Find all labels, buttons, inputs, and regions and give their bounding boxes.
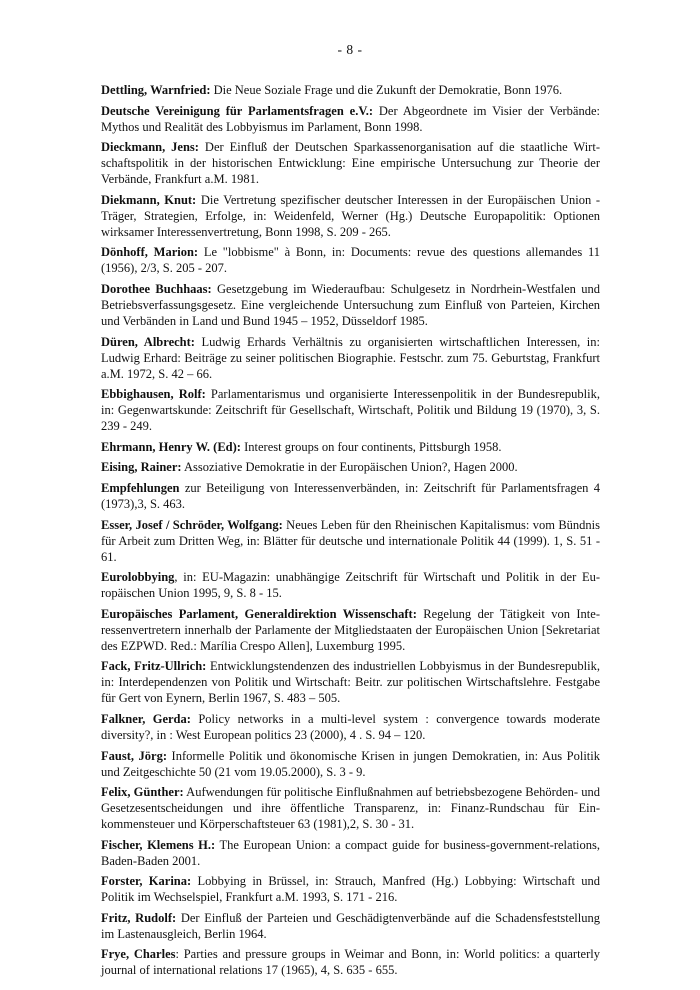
entry-author: Dönhoff, Marion: — [101, 245, 199, 260]
entry-text: The European Union: a compact guide for business-government-relations, Baden-Baden 2001. — [101, 837, 600, 868]
entry-text: Aufwendungen für politische Einflußnahmen auf betriebsbezogene Behörden- und Gesetzesentscheidungen und ihre öffentliche Transparenz, in: Finanz-Rundschau für Einkommensteuer und Körperschaftsteuer 63 (1981),2, S. 30 - 31. — [101, 785, 600, 832]
entry-text: Assoziative Demokratie in der Europäischen Union?, Hagen 2000. — [181, 460, 518, 475]
bibliography-entry — [101, 658, 600, 706]
bibliography-entry — [101, 480, 600, 512]
entry-author: Eurolobbying — [101, 570, 175, 585]
bibliography-entry — [101, 517, 600, 565]
bibliography-entry — [101, 784, 600, 832]
entry-text: Der Einfluß der Deutschen Sparkassenorganisation auf die staatliche Wirtschaftspolitik in der historischen Entwicklung: Eine empirische Untersuchung zur Theorie der Verbände, Frankfurt a.M. 1981. — [101, 140, 600, 187]
entry-text: Die Vertretung spezifischer deutscher Interessen in der Europäischen Union - Träger, Strategien, Erfolge, in: Weidenfeld, Werner (Hg.) Deutsche Europapolitik: Optionen wirksamer Interessenvertretung, Bonn 1998, S. 209 - 265. — [101, 192, 600, 239]
entry-text: Policy networks in a multi-level system : convergence towards moderate diversity?, in : West European politics 23 (2000), 4 . S. 94 – 120. — [101, 711, 600, 742]
bibliography-entry — [101, 837, 600, 869]
bibliography-entry — [101, 386, 600, 434]
entry-author: Diekmann, Knut: — [101, 192, 197, 207]
entry-author: Frye, Charles — [101, 947, 176, 962]
entry-author: Ehrmann, Henry W. (Ed): — [101, 439, 241, 454]
entry-text: Die Neue Soziale Frage und die Zukunft der Demokratie, Bonn 1976. — [210, 83, 563, 97]
entry-author: Esser, Josef / Schröder, Wolfgang: — [101, 517, 283, 532]
entry-author: Fritz, Rudolf: — [101, 910, 177, 925]
page-number: - 8 - — [337, 42, 363, 57]
entry-text: Regelung der Tätigkeit von Interessenvertretern innerhalb der Parlamente der Mitgliedstaaten der Europäischen Union [Sekretariat des EZPWD. Red.: Marília Crespo Allen], Luxemburg 1995. — [101, 606, 600, 653]
bibliography-entry — [101, 910, 600, 942]
entry-author: Europäisches Parlament, Generaldirektion Wissenschaft: — [101, 606, 417, 621]
entry-author: Eising, Rainer: — [101, 460, 182, 475]
bibliography-entry — [101, 334, 600, 382]
entry-author: Felix, Günther: — [101, 785, 184, 800]
entry-author: Faust, Jörg: — [101, 748, 167, 763]
entry-text: Entwicklungstendenzen des industriellen Lobbyismus in der Bundesrepublik, in: Interdependenzen von Politik und Wirtschaft: Beitr. zur politischen Wirtschaftslehre. Festgabe für Gert von Eynern, Berlin 1967, S. 483 – 505. — [101, 659, 600, 706]
bibliography-entry — [101, 82, 600, 98]
entry-text: Gesetzgebung im Wiederaufbau: Schulgesetz in Nordrhein-Westfalen und Betriebsverfassungsgesetz. Eine vergleichende Untersuchung zum Einfluß von Parteien, Kirchen und Verbänden in Land und Bund 1945 – 1952, Düsseldorf 1985. — [101, 281, 600, 328]
entry-text: : Parties and pressure groups in Weimar and Bonn, in: World politics: a quarterly journal of international relations 17 (1965), 4, S. 635 - 655. — [101, 947, 600, 978]
entry-text: , in: EU-Magazin: unabhängige Zeitschrift für Wirtschaft und Politik in der Europäischen Union 1995, 9, S. 8 - 15. — [101, 570, 600, 601]
entry-author: Dettling, Warnfried: — [101, 83, 211, 97]
entry-text: zur Beteiligung von Interessenverbänden, in: Zeitschrift für Parlamentsfragen 4 (1973),3, S. 463. — [101, 480, 600, 511]
bibliography-entry — [101, 946, 600, 978]
entry-text: Der Abgeordnete im Visier der Verbände: Mythos und Realität des Lobbyismus im Parlament, Bonn 1998. — [101, 103, 600, 134]
bibliography-entry — [101, 711, 600, 743]
entry-text: Ludwig Erhards Verhältnis zu organisierten wirtschaftlichen Interessen, in: Ludwig Erhard: Beiträge zu seiner politischen Biographie. Festschr. zum 75. Geburtstag, Frankfurt a.M. 1972, S. 42 – 66. — [101, 334, 600, 381]
entry-text: Le "lobbisme" à Bonn, in: Documents: revue des questions allemandes 11 (1956), 2/3, S. 205 - 207. — [101, 245, 600, 276]
entry-author: Dorothee Buchhaas: — [101, 281, 212, 296]
bibliography-entry — [101, 873, 600, 905]
bibliography-entry — [101, 569, 600, 601]
entry-author: Empfehlungen — [101, 480, 180, 495]
bibliography-entry — [101, 244, 600, 276]
bibliography-entry — [101, 192, 600, 240]
bibliography-entry — [101, 103, 600, 135]
entry-author: Düren, Albrecht: — [101, 334, 195, 349]
bibliography-entry — [101, 139, 600, 187]
entry-author: Fischer, Klemens H.: — [101, 837, 216, 852]
bibliography-entry — [101, 439, 600, 455]
bibliography-entry — [101, 459, 600, 475]
bibliography-entry — [101, 281, 600, 329]
entry-text: Interest groups on four continents, Pittsburgh 1958. — [240, 439, 502, 454]
bibliography-list — [101, 82, 600, 983]
entry-text: Der Einfluß der Parteien und Geschädigtenverbände auf die Schadensfeststellung im Lastenausgleich, Berlin 1964. — [101, 910, 600, 941]
bibliography-entry — [101, 748, 600, 780]
entry-author: Falkner, Gerda: — [101, 711, 191, 726]
entry-author: Fack, Fritz-Ullrich: — [101, 659, 207, 674]
entry-text: Lobbying in Brüssel, in: Strauch, Manfred (Hg.) Lobbying: Wirtschaft und Politik im Wechselspiel, Frankfurt a.M. 1993, S. 171 - 216. — [101, 874, 600, 905]
entry-author: Forster, Karina: — [101, 874, 192, 889]
entry-author: Deutsche Vereinigung für Parlamentsfragen e.V.: — [101, 103, 374, 118]
entry-author: Dieckmann, Jens: — [101, 140, 199, 155]
entry-text: Neues Leben für den Rheinischen Kapitalismus: vom Bündnis für Arbeit zum Dritten Weg, in: Blätter für deutsche und internationale Politik 44 (1999). 1, S. 51 - 61. — [101, 517, 600, 564]
entry-text: Informelle Politik und ökonomische Krisen in jungen Demokratien, in: Aus Politik und Zeitgeschichte 50 (21 vom 19.05.2000), S. 3 - 9. — [101, 748, 600, 779]
entry-author: Ebbighausen, Rolf: — [101, 387, 206, 402]
entry-text: Parlamentarismus und organisierte Interessenpolitik in der Bundesrepublik, in: Gegenwartskunde: Zeitschrift für Gesellschaft, Wirtschaft, Politik und Bildung 19 (1970), 3, S. 239 - 249. — [101, 387, 601, 434]
bibliography-entry — [101, 606, 600, 654]
